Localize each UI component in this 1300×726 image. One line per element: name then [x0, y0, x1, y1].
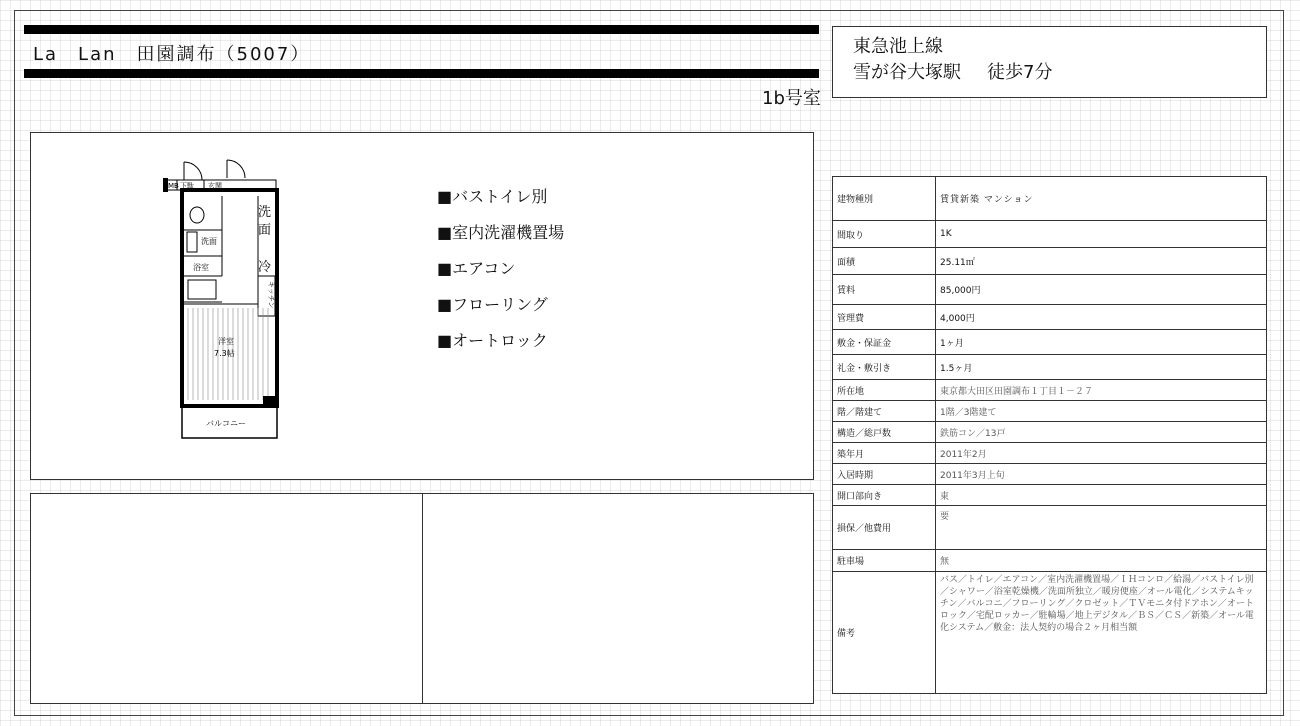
photo-box-left — [30, 493, 423, 704]
feature-item: ■オートロック — [437, 331, 548, 350]
walk-time: 徒歩7分 — [987, 62, 1053, 83]
plan-label-wash-top: 洗 — [258, 205, 272, 220]
station-line — [853, 60, 1266, 86]
spec-label: 入居時期 — [833, 464, 936, 485]
address-value: 東京都大田区田園調布１丁目１－２７ — [936, 380, 1267, 401]
railway-line: 東急池上線 — [853, 36, 943, 57]
plan-label-bath: 浴室 — [193, 263, 209, 272]
spec-label: 間取り — [833, 221, 936, 248]
building-type-value: 賃貸新築 マンション — [936, 177, 1267, 221]
move-in-value: 2011年3月上旬 — [936, 464, 1267, 485]
insurance-value: 要 — [936, 506, 1267, 550]
room-number: 1b号室 — [762, 88, 821, 109]
spec-label: 礼金・敷引き — [833, 355, 936, 380]
floor-plan — [160, 156, 285, 441]
feature-list — [437, 184, 564, 364]
plan-label-room-size: 7.3帖 — [214, 349, 235, 358]
plan-label-balcony: バルコニー — [206, 419, 246, 428]
spec-label: 建物種別 — [833, 177, 936, 221]
key-money-value: 1.5ヶ月 — [936, 355, 1267, 380]
built-value: 2011年2月 — [936, 443, 1267, 464]
spec-label: 損保／他費用 — [833, 506, 936, 550]
plan-label-shoe: 下駄 — [180, 182, 194, 190]
area-value: 25.11㎡ — [936, 248, 1267, 275]
property-title: La Lan 田園調布（5007） — [33, 44, 311, 65]
spec-label: 築年月 — [833, 443, 936, 464]
station-name: 雪が谷大塚駅 — [853, 62, 961, 83]
spec-label: 敷金・保証金 — [833, 330, 936, 355]
spec-table — [832, 176, 1267, 694]
floor-plan-panel — [30, 132, 814, 480]
title-top-rule — [24, 25, 819, 34]
mgmt-fee-value: 4,000円 — [936, 305, 1267, 330]
photo-box-right — [422, 493, 814, 704]
spec-label: 開口部向き — [833, 485, 936, 506]
feature-item: ■フローリング — [437, 295, 548, 314]
notes-value: バス／トイレ／エアコン／室内洗濯機置場／ＩＨコンロ／給湯／バストイレ別／シャワー／浴室乾燥機／洗面所独立／暖房便座／オール電化／システムキッチン／バルコニ／フローリング／クロゼット／ＴＶモニタ付ドアホン／オートロック／宅配ロッカー／駐輪場／地上デジタル／ＢＳ／ＣＳ／新築／オール電化システム／敷金：法人契約の場合２ヶ月相当額 — [936, 572, 1267, 694]
spec-label: 備考 — [833, 572, 936, 694]
parking-value: 無 — [936, 550, 1267, 572]
spec-label: 面積 — [833, 248, 936, 275]
plan-label-mb: MB — [168, 182, 179, 190]
rent-value: 85,000円 — [936, 275, 1267, 305]
plan-label-room: 洋室 — [218, 337, 234, 346]
floor-value: 1階／3階建て — [936, 401, 1267, 422]
spec-label: 構造／総戸数 — [833, 422, 936, 443]
plan-label-kitchen: キッチン — [267, 281, 275, 309]
spec-label: 駐車場 — [833, 550, 936, 572]
plan-label-entrance: 玄関 — [208, 182, 222, 190]
feature-item: ■エアコン — [437, 259, 516, 278]
structure-value: 鉄筋コン／13戸 — [936, 422, 1267, 443]
access-box — [832, 26, 1267, 98]
plan-label-wash-bottom: 面 — [258, 223, 272, 238]
layout-value: 1K — [936, 221, 1267, 248]
spec-label: 所在地 — [833, 380, 936, 401]
spec-label: 賃料 — [833, 275, 936, 305]
deposit-value: 1ヶ月 — [936, 330, 1267, 355]
plan-label-fridge: 冷 — [258, 260, 272, 275]
feature-item: ■バストイレ別 — [437, 187, 548, 206]
title-bottom-rule — [24, 69, 819, 78]
spec-label: 管理費 — [833, 305, 936, 330]
spec-label: 階／階建て — [833, 401, 936, 422]
feature-item: ■室内洗濯機置場 — [437, 223, 565, 242]
facing-value: 東 — [936, 485, 1267, 506]
plan-label-washer: 洗面 — [201, 237, 217, 246]
